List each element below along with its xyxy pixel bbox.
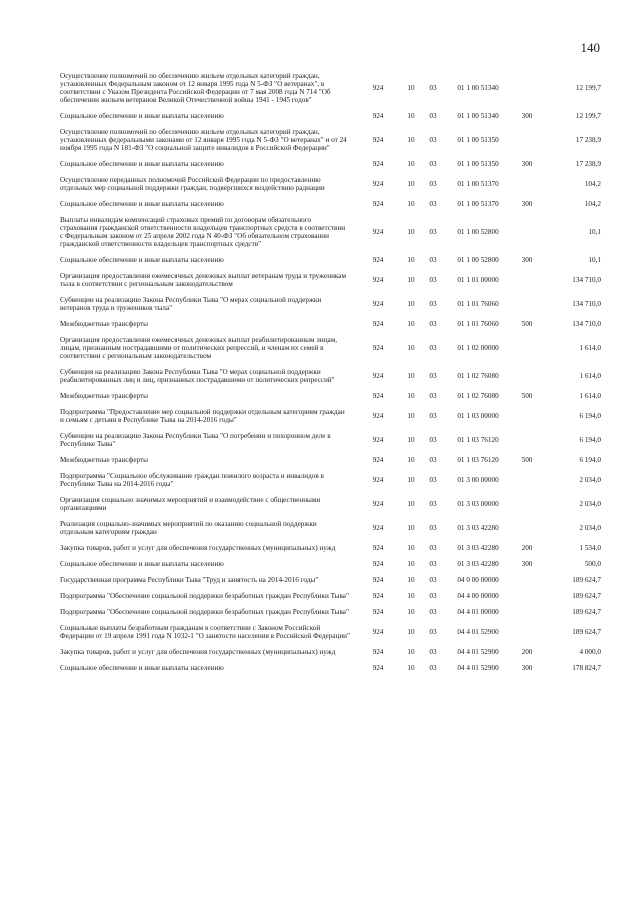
row-subsection-code: 03: [429, 476, 437, 484]
row-expense-type: 300: [521, 256, 533, 264]
table-row: [60, 392, 601, 400]
row-amount: 6 194,0: [579, 436, 601, 444]
row-subsection-code: 03: [429, 372, 437, 380]
row-name: Межбюджетные трансферты: [60, 392, 148, 400]
row-target-article: 01 1 03 76120: [457, 436, 499, 444]
row-amount: 1 534,0: [579, 544, 601, 552]
row-target-article: 01 1 01 76060: [457, 300, 499, 308]
row-amount: 12 199,7: [575, 112, 601, 120]
row-section-code: 10: [407, 628, 415, 636]
table-row: [60, 496, 601, 512]
row-amount: 104,2: [584, 200, 601, 208]
row-amount: 178 824,7: [572, 664, 601, 672]
row-ved-code: 924: [372, 500, 384, 508]
table-row: [60, 216, 601, 248]
row-subsection-code: 03: [429, 200, 437, 208]
row-target-article: 01 1 00 51340: [457, 84, 499, 92]
table-row: [60, 296, 601, 312]
row-ved-code: 924: [372, 320, 384, 328]
row-subsection-code: 03: [429, 456, 437, 464]
row-subsection-code: 03: [429, 608, 437, 616]
row-ved-code: 924: [372, 160, 384, 168]
row-section-code: 10: [407, 180, 415, 188]
row-name: Организация предоставления ежемесячных денежных выплат реабилитированным лицам, лицам, признанным пострадавшими от политических репрессий, и членам их семей в соответствии с региональным законодательством: [60, 336, 338, 360]
row-target-article: 01 1 03 76120: [457, 456, 499, 464]
row-target-article: 01 1 00 51370: [457, 180, 499, 188]
row-amount: 1 614,0: [579, 344, 601, 352]
row-name: Подпрограмма "Предоставление мер социальной поддержки отдельным категориям граждан и семьям с детьми в Республике Тыва на 2014-2016 годы": [60, 408, 345, 424]
budget-table: [60, 72, 601, 680]
row-name: Социальные выплаты безработным гражданам в соответствии с Законом Российской Федерации от 19 апреля 1991 года N 1032-1 "О занятости населения в Российской Федерации": [60, 624, 350, 640]
row-section-code: 10: [407, 524, 415, 532]
row-target-article: 01 1 00 52800: [457, 228, 499, 236]
row-ved-code: 924: [372, 664, 384, 672]
row-subsection-code: 03: [429, 412, 437, 420]
row-ved-code: 924: [372, 592, 384, 600]
row-amount: 4 000,0: [579, 648, 601, 656]
row-amount: 189 624,7: [572, 592, 601, 600]
row-target-article: 01 1 02 76080: [457, 392, 499, 400]
row-amount: 1 614,0: [579, 392, 601, 400]
table-row: [60, 408, 601, 424]
row-name: Организация предоставления ежемесячных денежных выплат ветеранам труда и труженикам тыла в соответствии с региональным законодательством: [60, 272, 347, 288]
row-expense-type: 300: [521, 200, 533, 208]
row-target-article: 04 4 01 52900: [457, 664, 499, 672]
row-amount: 2 034,0: [579, 524, 601, 532]
row-ved-code: 924: [372, 344, 384, 352]
row-name: Субвенции на реализацию Закона Республики Тыва "О погребении и похоронном деле в Республике Тыва": [60, 432, 331, 448]
row-name: Реализация социально-значимых мероприятий по оказанию социальной поддержки отдельным категориям граждан: [60, 520, 317, 536]
row-amount: 189 624,7: [572, 608, 601, 616]
row-ved-code: 924: [372, 300, 384, 308]
row-section-code: 10: [407, 228, 415, 236]
row-target-article: 01 3 03 42280: [457, 524, 499, 532]
row-expense-type: 500: [521, 392, 533, 400]
row-ved-code: 924: [372, 476, 384, 484]
row-ved-code: 924: [372, 112, 384, 120]
row-name: Закупка товаров, работ и услуг для обеспечения государственных (муниципальных) нужд: [60, 648, 336, 656]
row-name: Социальное обеспечение и иные выплаты населению: [60, 112, 224, 120]
row-ved-code: 924: [372, 372, 384, 380]
row-name: Социальное обеспечение и иные выплаты населению: [60, 256, 224, 264]
row-ved-code: 924: [372, 436, 384, 444]
row-target-article: 04 4 00 00000: [457, 592, 499, 600]
table-row: [60, 112, 601, 120]
row-target-article: 04 0 00 00000: [457, 576, 499, 584]
row-subsection-code: 03: [429, 648, 437, 656]
row-subsection-code: 03: [429, 300, 437, 308]
page-number: 140: [580, 40, 600, 55]
row-section-code: 10: [407, 136, 415, 144]
row-name: Межбюджетные трансферты: [60, 320, 148, 328]
row-target-article: 04 4 01 52900: [457, 628, 499, 636]
row-section-code: 10: [407, 300, 415, 308]
row-expense-type: 300: [521, 112, 533, 120]
row-target-article: 04 4 01 00000: [457, 608, 499, 616]
table-row: [60, 648, 601, 656]
row-name: Государственная программа Республики Тыва "Труд и занятость на 2014-2016 годы": [60, 576, 319, 584]
row-subsection-code: 03: [429, 664, 437, 672]
row-name: Выплаты инвалидам компенсаций страховых премий по договорам обязательного страхования гражданской ответственности владельцев транспортных средств в соответствии с Федеральным законом от 25 апреля 2002 года N 40-ФЗ "Об обязательном страховании гражданской ответственности владельцев транспортных средств": [60, 216, 346, 248]
table-row: [60, 624, 601, 640]
row-section-code: 10: [407, 160, 415, 168]
table-row: [60, 320, 601, 328]
row-section-code: 10: [407, 592, 415, 600]
row-section-code: 10: [407, 84, 415, 92]
table-row: [60, 456, 601, 464]
row-target-article: 01 1 00 51350: [457, 136, 499, 144]
row-subsection-code: 03: [429, 628, 437, 636]
row-expense-type: 200: [521, 544, 533, 552]
row-section-code: 10: [407, 500, 415, 508]
row-section-code: 10: [407, 436, 415, 444]
row-name: Осуществление полномочий по обеспечению жильем отдельных категорий граждан, установленных Федеральным законом от 12 января 1995 года N 5-ФЗ "О ветеранах", в соответствии с Указом Президента Российской Федерации от 7 мая 2008 года N 714 "Об обеспечении жильем ветеранов Великой Отечественной войны 1941 - 1945 годов": [60, 72, 331, 104]
row-target-article: 01 3 03 00000: [457, 500, 499, 508]
row-expense-type: 500: [521, 456, 533, 464]
row-name: Подпрограмма "Обеспечение социальной поддержки безработных граждан Республики Тыва": [60, 608, 349, 616]
row-subsection-code: 03: [429, 344, 437, 352]
row-section-code: 10: [407, 412, 415, 420]
table-row: [60, 176, 601, 192]
row-target-article: 01 1 00 52800: [457, 256, 499, 264]
table-row: [60, 336, 601, 360]
table-row: [60, 432, 601, 448]
row-subsection-code: 03: [429, 180, 437, 188]
row-subsection-code: 03: [429, 276, 437, 284]
row-amount: 2 034,0: [579, 500, 601, 508]
row-amount: 12 199,7: [575, 84, 601, 92]
row-name: Социальное обеспечение и иные выплаты населению: [60, 160, 224, 168]
table-row: [60, 544, 601, 552]
row-expense-type: 200: [521, 648, 533, 656]
row-section-code: 10: [407, 476, 415, 484]
row-amount: 500,0: [584, 560, 601, 568]
row-amount: 189 624,7: [572, 628, 601, 636]
table-row: [60, 272, 601, 288]
row-amount: 134 710,0: [572, 320, 601, 328]
table-row: [60, 128, 601, 152]
row-subsection-code: 03: [429, 320, 437, 328]
row-subsection-code: 03: [429, 576, 437, 584]
row-subsection-code: 03: [429, 544, 437, 552]
row-target-article: 01 1 00 51340: [457, 112, 499, 120]
row-ved-code: 924: [372, 84, 384, 92]
row-amount: 6 194,0: [579, 456, 601, 464]
row-expense-type: 500: [521, 320, 533, 328]
row-subsection-code: 03: [429, 392, 437, 400]
row-subsection-code: 03: [429, 256, 437, 264]
row-target-article: 01 1 01 00000: [457, 276, 499, 284]
row-section-code: 10: [407, 576, 415, 584]
row-subsection-code: 03: [429, 160, 437, 168]
table-row: [60, 256, 601, 264]
row-subsection-code: 03: [429, 592, 437, 600]
row-name: Подпрограмма "Обеспечение социальной поддержки безработных граждан Республики Тыва": [60, 592, 349, 600]
row-ved-code: 924: [372, 560, 384, 568]
row-ved-code: 924: [372, 412, 384, 420]
row-section-code: 10: [407, 456, 415, 464]
row-ved-code: 924: [372, 544, 384, 552]
row-ved-code: 924: [372, 576, 384, 584]
row-name: Межбюджетные трансферты: [60, 456, 148, 464]
row-ved-code: 924: [372, 256, 384, 264]
row-section-code: 10: [407, 256, 415, 264]
table-row: [60, 472, 601, 488]
row-target-article: 01 3 00 00000: [457, 476, 499, 484]
row-subsection-code: 03: [429, 136, 437, 144]
table-row: [60, 608, 601, 616]
row-expense-type: 300: [521, 160, 533, 168]
row-amount: 10,1: [588, 256, 601, 264]
row-subsection-code: 03: [429, 560, 437, 568]
row-ved-code: 924: [372, 628, 384, 636]
row-amount: 1 614,0: [579, 372, 601, 380]
row-subsection-code: 03: [429, 436, 437, 444]
row-target-article: 01 1 02 76080: [457, 372, 499, 380]
row-ved-code: 924: [372, 648, 384, 656]
row-target-article: 01 3 03 42280: [457, 560, 499, 568]
row-section-code: 10: [407, 372, 415, 380]
row-section-code: 10: [407, 544, 415, 552]
row-amount: 6 194,0: [579, 412, 601, 420]
row-target-article: 01 1 00 51350: [457, 160, 499, 168]
table-row: [60, 592, 601, 600]
row-target-article: 01 1 02 00000: [457, 344, 499, 352]
row-name: Социальное обеспечение и иные выплаты населению: [60, 200, 224, 208]
row-amount: 104,2: [584, 180, 601, 188]
table-row: [60, 520, 601, 536]
row-amount: 134 710,0: [572, 276, 601, 284]
row-amount: 189 624,7: [572, 576, 601, 584]
row-target-article: 04 4 01 52900: [457, 648, 499, 656]
row-subsection-code: 03: [429, 112, 437, 120]
row-name: Социальное обеспечение и иные выплаты населению: [60, 664, 224, 672]
row-name: Осуществление переданных полномочий Российской Федерации по предоставлению отдельных мер социальной поддержки граждан, подвергшихся воздействию радиации: [60, 176, 325, 192]
row-section-code: 10: [407, 608, 415, 616]
table-row: [60, 368, 601, 384]
row-ved-code: 924: [372, 136, 384, 144]
row-section-code: 10: [407, 664, 415, 672]
row-subsection-code: 03: [429, 84, 437, 92]
table-row: [60, 72, 601, 104]
row-name: Осуществление полномочий по обеспечению жильем отдельных категорий граждан, установленных федеральными законами от 12 января 1995 года N 5-ФЗ "О ветеранах" и от 24 ноября 1995 года N 181-ФЗ "О социальной защите инвалидов в Российской Федерации": [60, 128, 347, 152]
row-section-code: 10: [407, 560, 415, 568]
row-name: Субвенция на реализацию Закона Республики Тыва "О мерах социальной поддержки реабилитированных лиц и лиц, признанных пострадавшими от политических репрессий": [60, 368, 335, 384]
row-amount: 17 238,9: [575, 160, 601, 168]
row-ved-code: 924: [372, 228, 384, 236]
row-section-code: 10: [407, 276, 415, 284]
row-section-code: 10: [407, 320, 415, 328]
table-row: [60, 200, 601, 208]
row-section-code: 10: [407, 648, 415, 656]
row-ved-code: 924: [372, 392, 384, 400]
row-ved-code: 924: [372, 200, 384, 208]
row-name: Закупка товаров, работ и услуг для обеспечения государственных (муниципальных) нужд: [60, 544, 336, 552]
table-row: [60, 576, 601, 584]
row-ved-code: 924: [372, 608, 384, 616]
row-expense-type: 300: [521, 560, 533, 568]
row-ved-code: 924: [372, 180, 384, 188]
row-section-code: 10: [407, 200, 415, 208]
row-ved-code: 924: [372, 276, 384, 284]
row-amount: 10,1: [588, 228, 601, 236]
row-target-article: 01 1 01 76060: [457, 320, 499, 328]
row-section-code: 10: [407, 344, 415, 352]
row-amount: 134 710,0: [572, 300, 601, 308]
row-name: Организация социально значимых мероприятий и взаимодействие с общественными организациями: [60, 496, 321, 512]
table-row: [60, 160, 601, 168]
row-ved-code: 924: [372, 524, 384, 532]
row-name: Социальное обеспечение и иные выплаты населению: [60, 560, 224, 568]
row-section-code: 10: [407, 112, 415, 120]
table-row: [60, 664, 601, 672]
row-amount: 17 238,9: [575, 136, 601, 144]
row-expense-type: 300: [521, 664, 533, 672]
row-amount: 2 034,0: [579, 476, 601, 484]
row-target-article: 01 1 00 51370: [457, 200, 499, 208]
row-target-article: 01 1 03 00000: [457, 412, 499, 420]
row-name: Подпрограмма "Социальное обслуживание граждан пожилого возраста и инвалидов в Республике Тыва на 2014-2016 годы": [60, 472, 324, 488]
row-section-code: 10: [407, 392, 415, 400]
table-row: [60, 560, 601, 568]
row-subsection-code: 03: [429, 524, 437, 532]
row-subsection-code: 03: [429, 228, 437, 236]
row-name: Субвенции на реализацию Закона Республики Тыва "О мерах социальной поддержки ветеранов труда и тружеников тыла": [60, 296, 322, 312]
row-target-article: 01 3 03 42280: [457, 544, 499, 552]
row-subsection-code: 03: [429, 500, 437, 508]
row-ved-code: 924: [372, 456, 384, 464]
